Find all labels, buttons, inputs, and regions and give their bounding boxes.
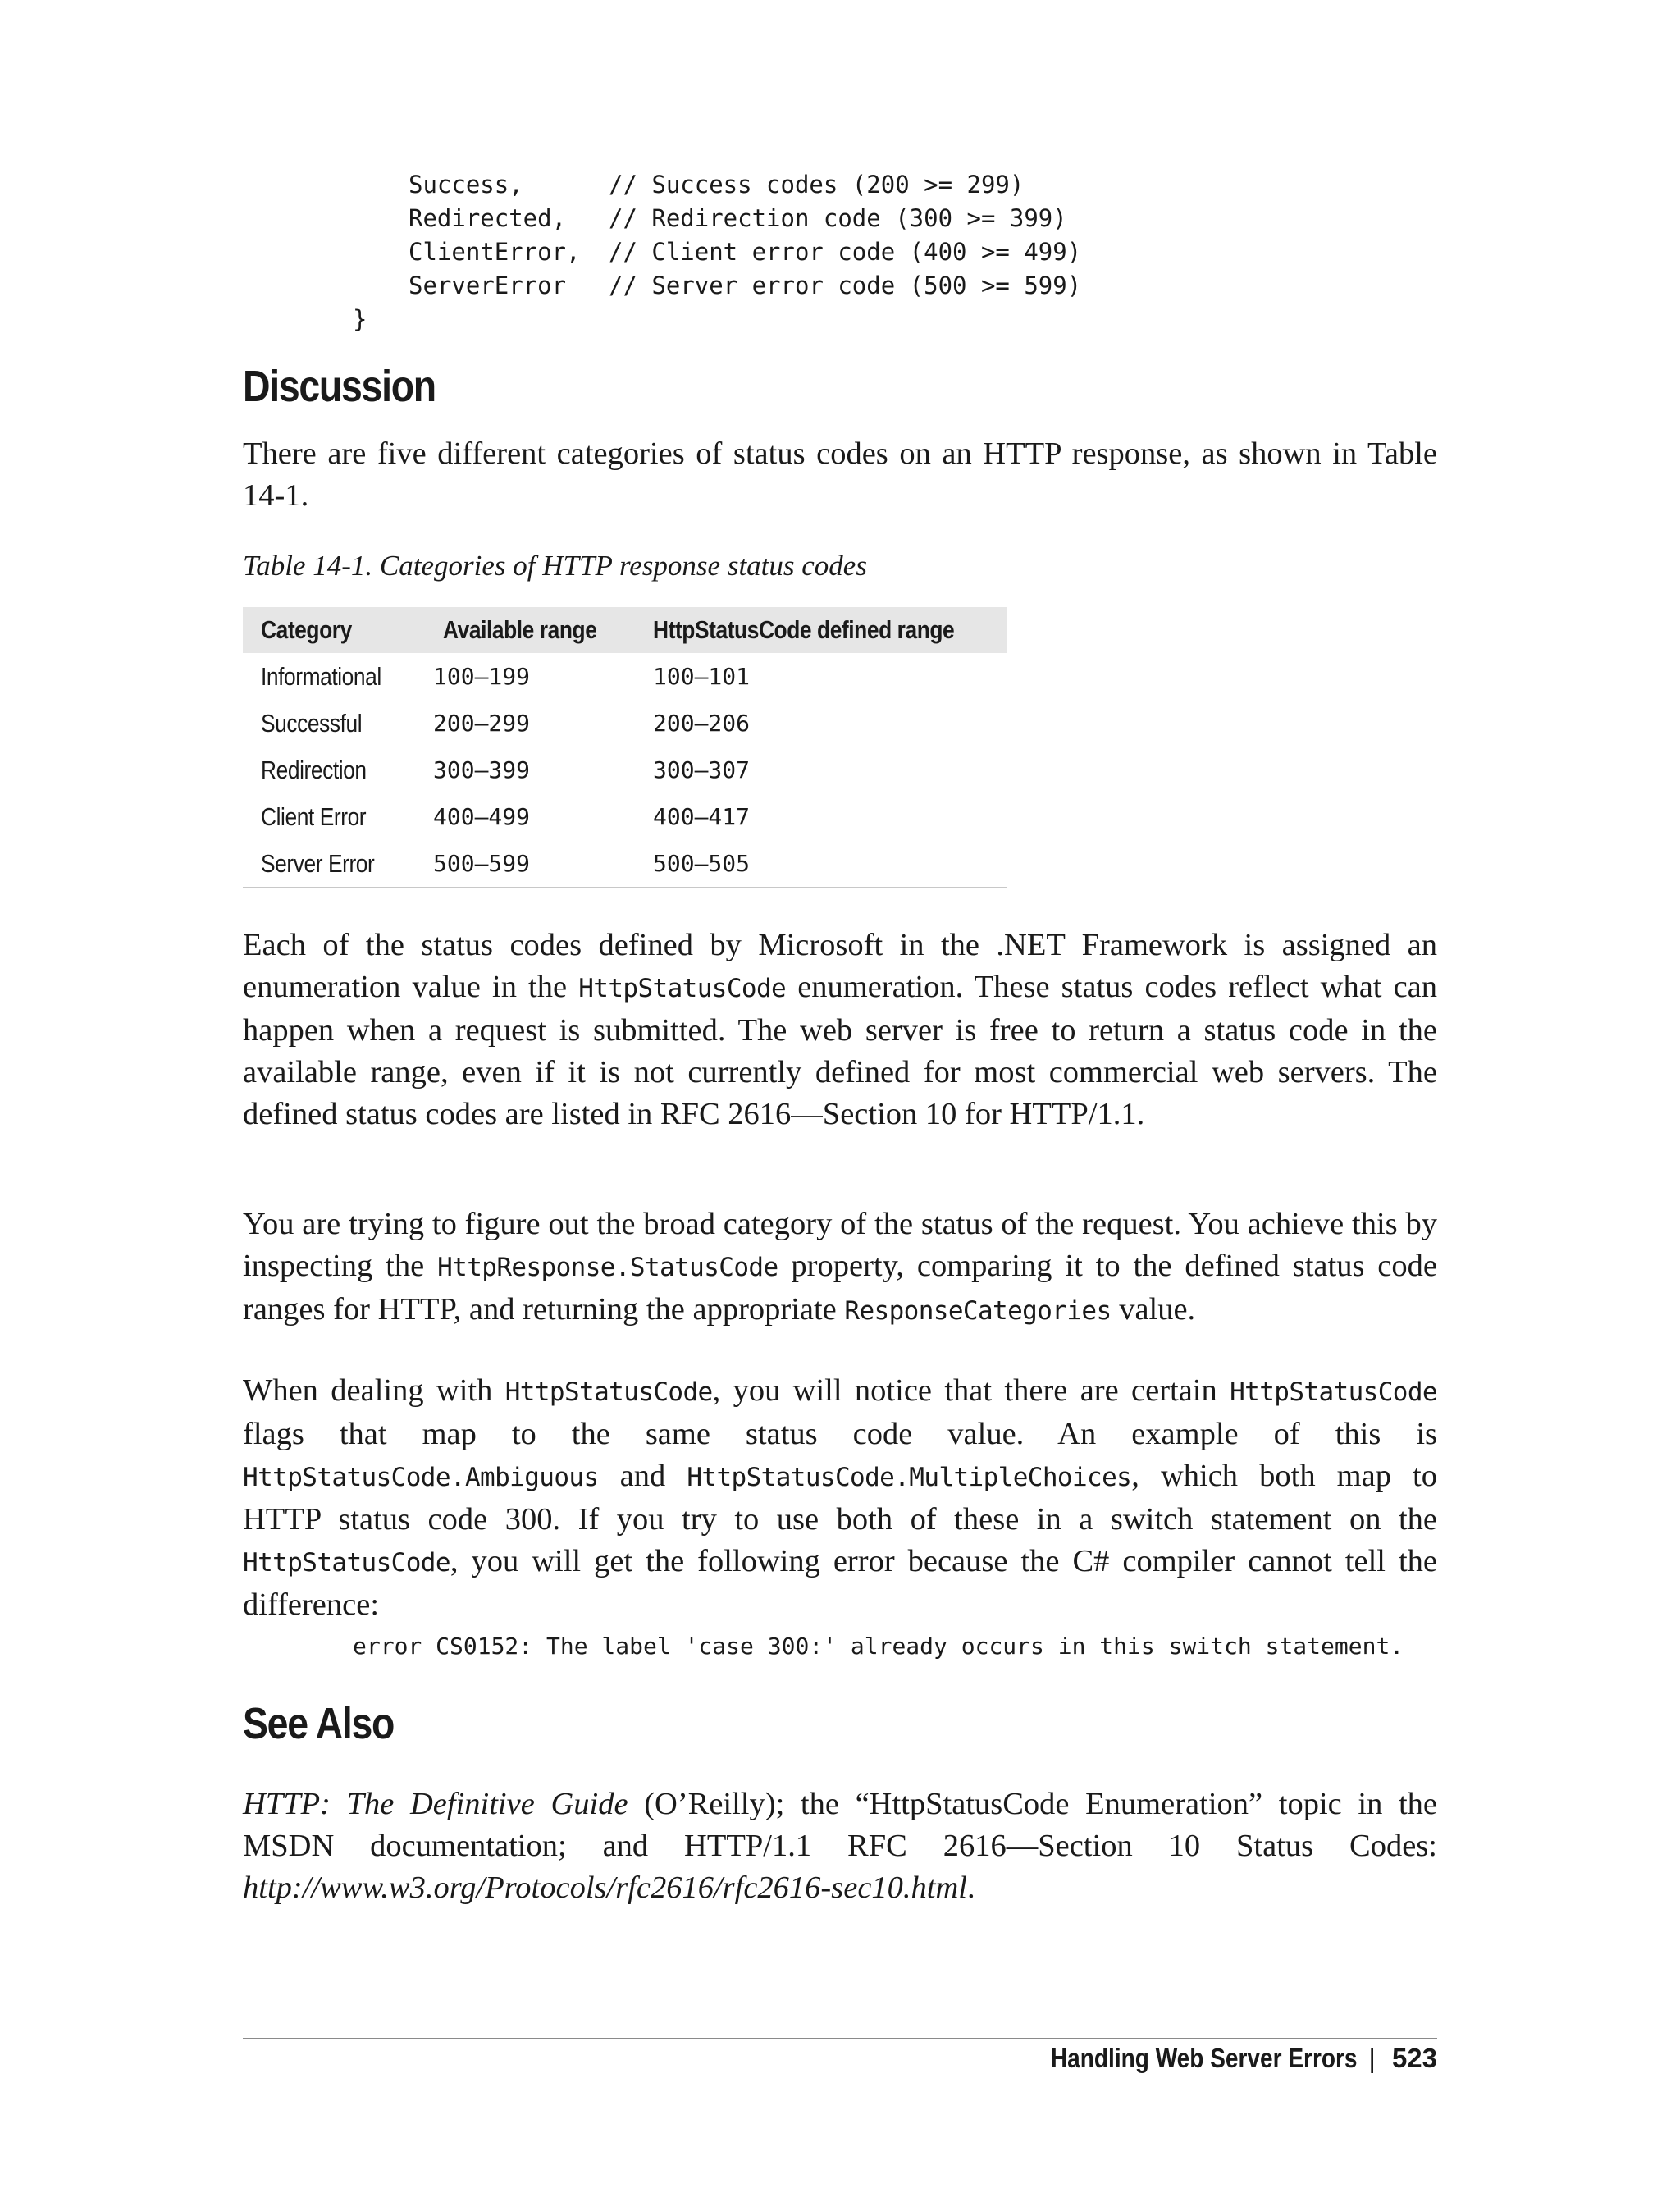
paragraph-text: . bbox=[966, 1870, 975, 1905]
paragraph bbox=[243, 1784, 1437, 1909]
inline-code: HttpStatusCode.Ambiguous bbox=[243, 1463, 599, 1492]
inline-code: HttpStatusCode bbox=[578, 974, 787, 1003]
code-line bbox=[353, 269, 1081, 303]
paragraph-text: When dealing with bbox=[243, 1373, 505, 1408]
table-row bbox=[243, 793, 1007, 840]
table-row bbox=[243, 747, 1007, 793]
code-line bbox=[353, 202, 1081, 235]
paragraph-text: There are five different categories of status codes on an HTTP response, as shown in Table 14-1. bbox=[243, 436, 1437, 513]
book-title: HTTP: The Definitive Guide bbox=[243, 1787, 628, 1821]
table-cell-available-range: 100–199 bbox=[433, 663, 531, 690]
paragraph-text: You are trying to figure out the broad category of the status of the request. You achieve this by inspecting the bbox=[243, 1207, 1437, 1283]
code-comment: // Server error code (500 >= 599) bbox=[609, 272, 1082, 299]
section-heading-see-also: See Also bbox=[243, 1699, 395, 1748]
paragraph-text: (O’Reilly); the “HttpStatusCode Enumeration” topic in the MSDN documentation; and HTTP/1.1 RFC 2616—Section 10 Status Codes: bbox=[243, 1787, 1438, 1863]
code-line bbox=[353, 168, 1081, 202]
paragraph-text: , which both map to HTTP status code 300. If you try to use both of these in a switch statement on the bbox=[243, 1459, 1437, 1537]
reference-url[interactable]: http://www.w3.org/Protocols/rfc2616/rfc2616-sec10.html bbox=[243, 1870, 967, 1905]
inline-code: ResponseCategories bbox=[844, 1296, 1112, 1326]
paragraph bbox=[243, 433, 1437, 517]
table-cell-category: Client Error bbox=[261, 802, 367, 831]
table-cell-available-range: 400–499 bbox=[433, 803, 531, 830]
table-cell-defined-range: 500–505 bbox=[653, 850, 751, 877]
paragraph-text: Each of the status codes defined by Microsoft in the .NET Framework is assigned an enumeration value in the bbox=[243, 928, 1437, 1004]
code-identifier: Redirected, bbox=[409, 204, 567, 232]
code-identifier: ServerError bbox=[409, 272, 567, 299]
paragraph-text: value. bbox=[1111, 1292, 1196, 1327]
section-heading-discussion: Discussion bbox=[243, 362, 436, 411]
inline-code: HttpStatusCode.MultipleChoices bbox=[687, 1463, 1132, 1492]
footer-chapter-title: Handling Web Server Errors bbox=[1050, 2043, 1358, 2073]
code-closing-brace: } bbox=[353, 305, 368, 333]
inline-code: HttpStatusCode bbox=[1230, 1377, 1437, 1407]
paragraph bbox=[243, 1370, 1437, 1626]
code-identifier: Success, bbox=[409, 171, 523, 199]
table-row bbox=[243, 840, 1007, 887]
table-cell-defined-range: 300–307 bbox=[653, 756, 751, 783]
paragraph-text: , you will get the following error because the C# compiler cannot tell the difference: bbox=[243, 1544, 1437, 1622]
table-body bbox=[243, 653, 1007, 887]
status-code-table bbox=[243, 607, 1007, 888]
table-caption: Table 14-1. Categories of HTTP response status codes bbox=[243, 550, 867, 582]
column-header: HttpStatusCode defined range bbox=[653, 615, 955, 644]
paragraph-text: and bbox=[598, 1459, 687, 1493]
table-cell-defined-range: 400–417 bbox=[653, 803, 751, 830]
inline-code: HttpStatusCode bbox=[243, 1548, 450, 1578]
code-line bbox=[353, 235, 1081, 269]
table-row bbox=[243, 653, 1007, 700]
table-cell-available-range: 300–399 bbox=[433, 756, 531, 783]
table-cell-category: Informational bbox=[261, 661, 381, 691]
code-comment: // Success codes (200 >= 299) bbox=[609, 171, 1025, 199]
table-cell-category: Successful bbox=[261, 708, 363, 738]
code-comment: // Client error code (400 >= 499) bbox=[609, 238, 1082, 266]
page-footer bbox=[997, 2043, 1437, 2074]
compiler-error-listing: error CS0152: The label 'case 300:' already occurs in this switch statement. bbox=[353, 1633, 1404, 1660]
page-number: 523 bbox=[1391, 2043, 1437, 2073]
inline-code: HttpResponse.StatusCode bbox=[437, 1253, 778, 1282]
table-cell-defined-range: 100–101 bbox=[653, 663, 751, 690]
table-cell-defined-range: 200–206 bbox=[653, 710, 751, 737]
column-header: Available range bbox=[442, 615, 597, 644]
paragraph bbox=[243, 1203, 1437, 1332]
table-cell-category: Server Error bbox=[261, 848, 375, 878]
table-cell-available-range: 200–299 bbox=[433, 710, 531, 737]
code-identifier: ClientError, bbox=[409, 238, 581, 266]
paragraph-text: property, comparing it to the defined status code ranges for HTTP, and returning the appropriate bbox=[243, 1249, 1437, 1327]
paragraph bbox=[243, 925, 1437, 1135]
code-comment: // Redirection code (300 >= 399) bbox=[609, 204, 1067, 232]
column-header: Category bbox=[261, 615, 352, 644]
footer-rule bbox=[243, 2038, 1437, 2039]
code-line bbox=[353, 303, 1081, 336]
paragraph-text: enumeration. These status codes reflect what can happen when a request is submitted. The web server is free to return a status code in the available range, even if it is not currently defined for most commercial web servers. The defined status codes are listed in RFC 2616—Section 10 for HTTP/1.1. bbox=[243, 970, 1438, 1131]
code-listing-enum-tail bbox=[353, 168, 1081, 336]
table-row bbox=[243, 700, 1007, 747]
footer-separator: | bbox=[1368, 2043, 1376, 2073]
table-cell-available-range: 500–599 bbox=[433, 850, 531, 877]
paragraph-text: flags that map to the same status code value. An example of this is bbox=[243, 1417, 1437, 1451]
inline-code: HttpStatusCode bbox=[504, 1377, 713, 1407]
paragraph-text: , you will notice that there are certain bbox=[712, 1373, 1230, 1408]
table-cell-category: Redirection bbox=[261, 755, 367, 784]
table-header-row bbox=[243, 607, 1007, 653]
